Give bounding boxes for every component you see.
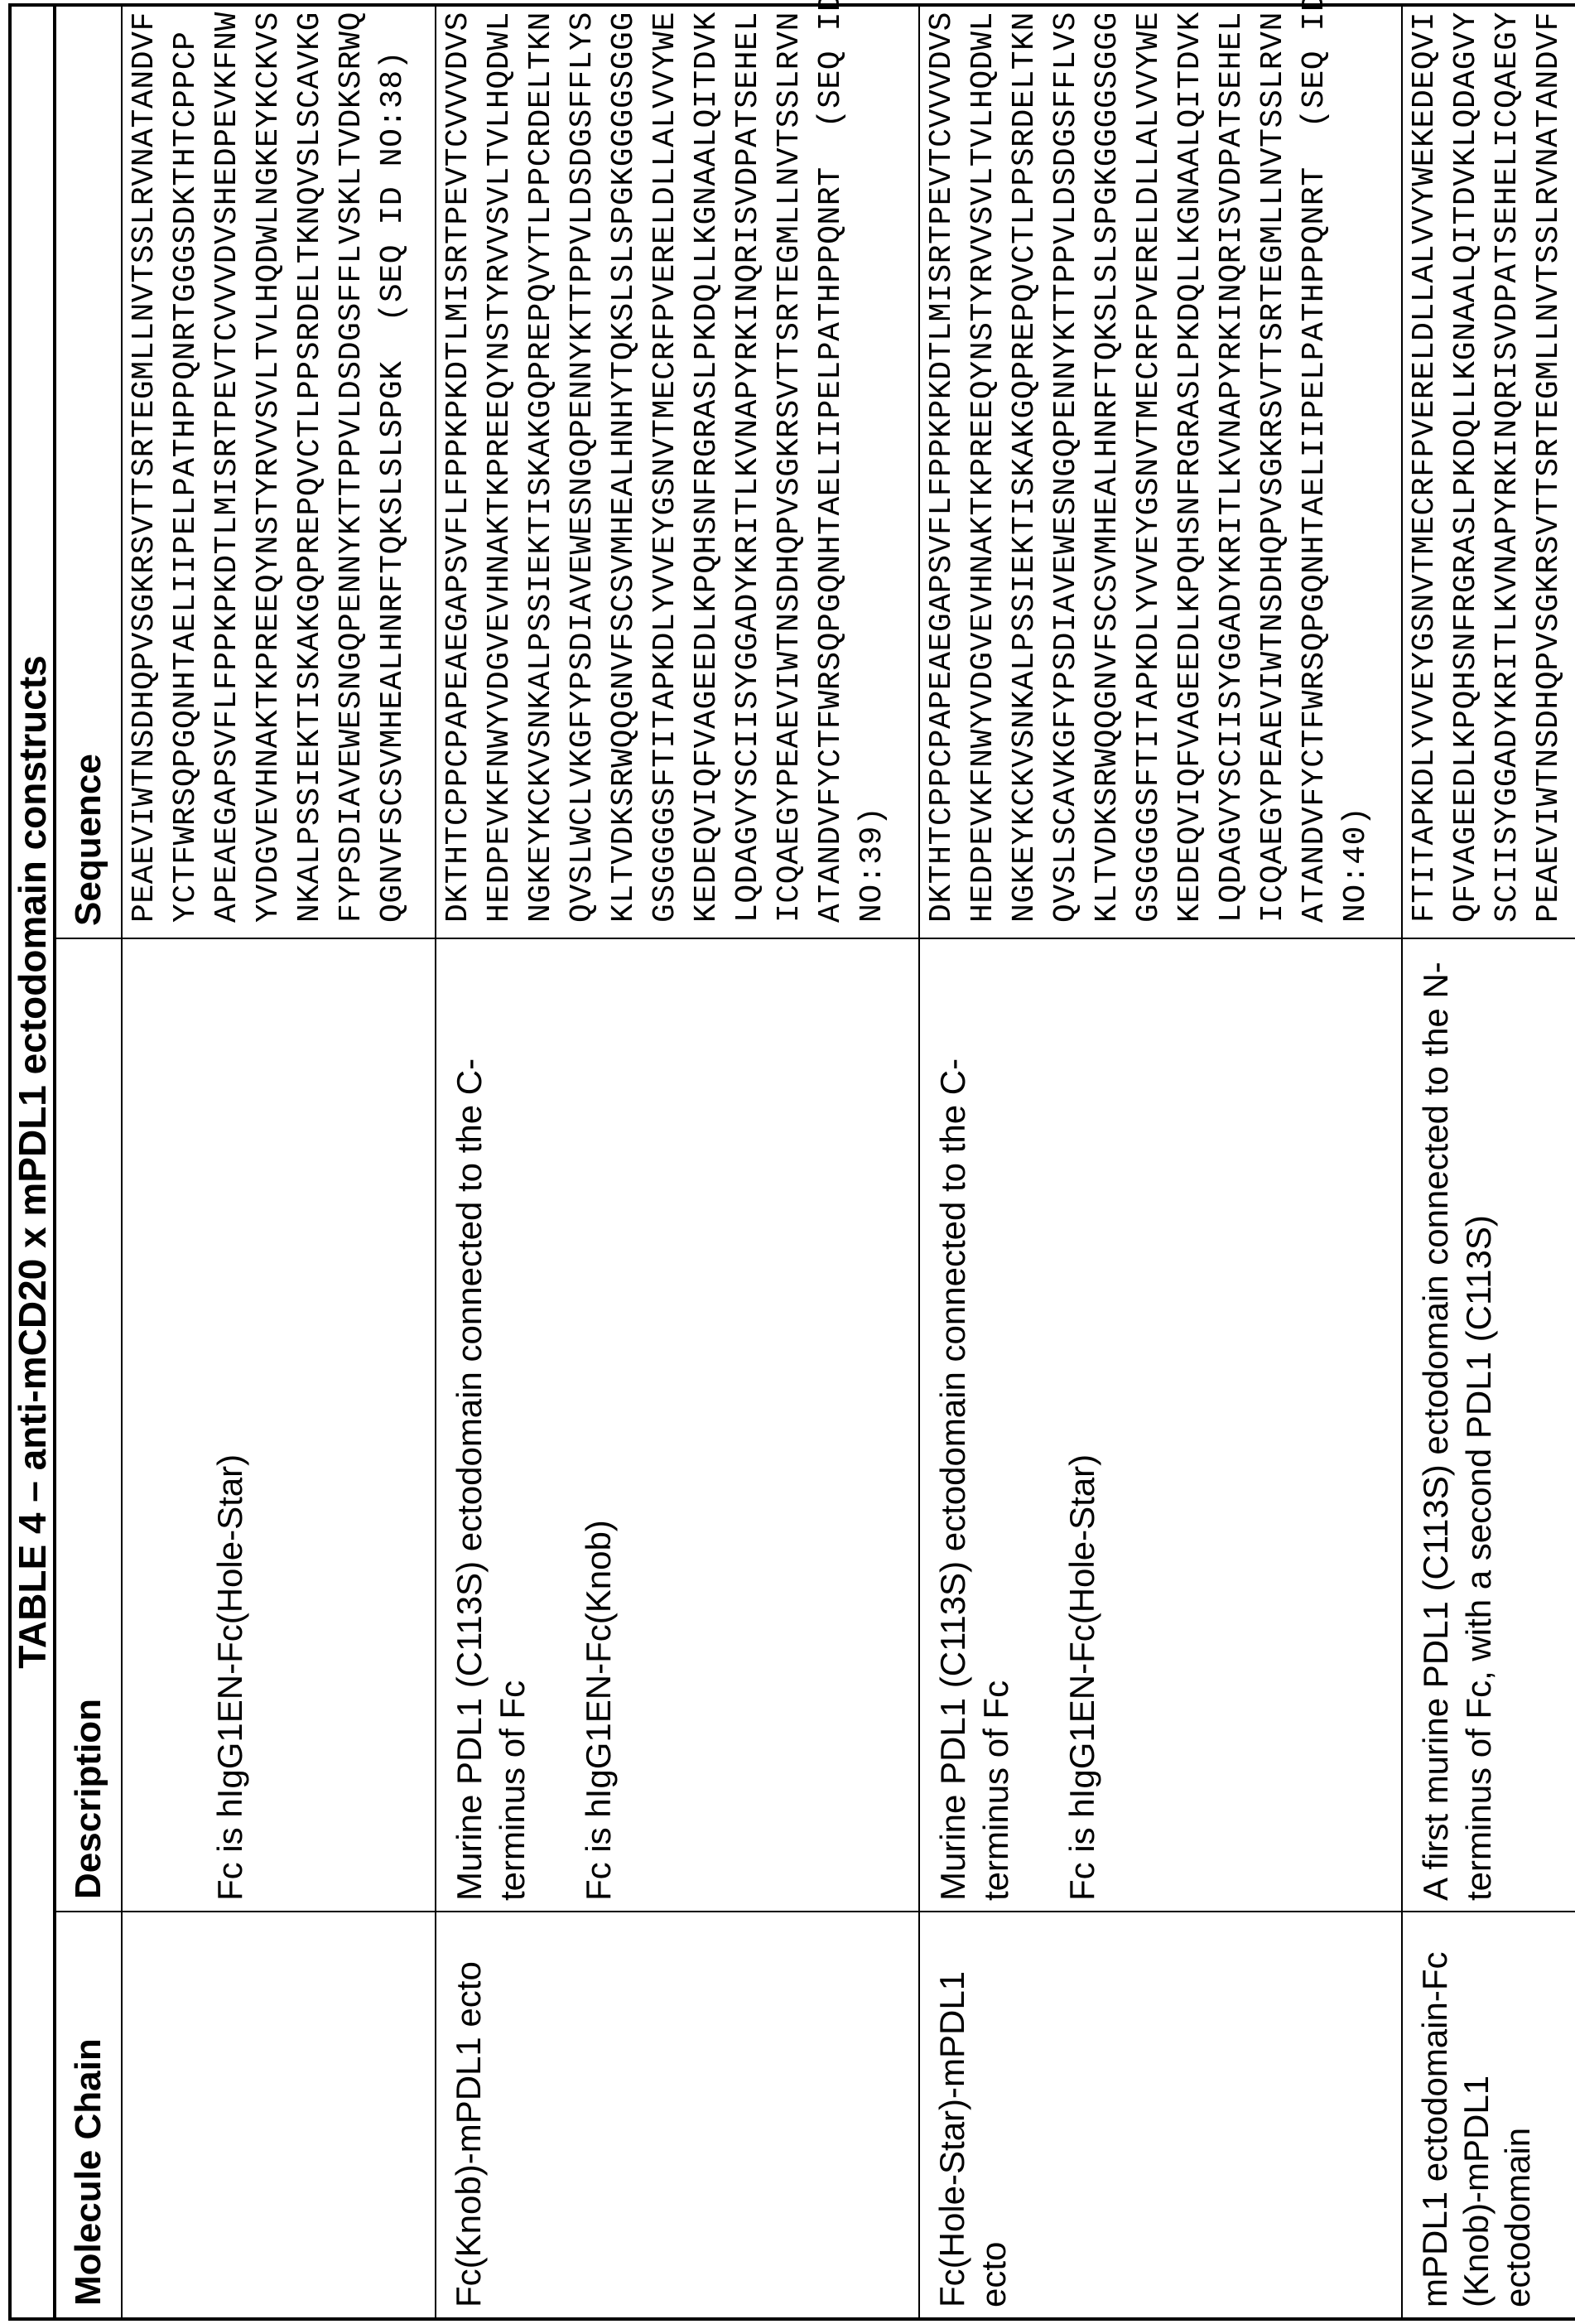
sequence-line: ICQAEGYPEAEVIWTNSDHQPVSGKRSVTTSRTEGMLLNVTSSLRVN <box>1253 7 1294 923</box>
sequence-cell <box>1402 5 1575 938</box>
sequence-line: NO:39) <box>852 7 893 923</box>
sequence-line: FYPSDIAVEWESNGQPENNYKTTPPVLDSDGSFFLVSKLTVDKSRWQ <box>331 7 373 923</box>
sequence-line: ATANDVFYCTFWRSQPGQNHTAELIIPELPATHPPQNRT (SEQ ID <box>1294 7 1336 923</box>
sequence-line: DKTHTCPPCPAPEAEGAPSVFLFPPKPKDTLMISRTPEVTCVVVDVS <box>922 7 963 923</box>
sequence-line: NGKEYKCKVSNKALPSSIEKTISKAKGQPREPQVYTLPPCRDELTKN <box>521 7 562 923</box>
sequence-line: PEAEVIWTNSDHQPVSGKRSVTTSRTEGMLLNVTSSLRVNATANDVF <box>124 7 166 923</box>
header-description: Description <box>55 938 122 1912</box>
table-row <box>436 5 919 2319</box>
sequence-line: ICQAEGYPEAEVIWTNSDHQPVSGKRSVTTSRTEGMLLNVTSSLRVN <box>769 7 811 923</box>
sequence-line: KLTVDKSRWQQGNVFSCSVMHEALHNHYTQKSLSLSPGKGGGGSGGG <box>604 7 645 923</box>
description-cell <box>122 938 436 1912</box>
sequence-line: DKTHTCPPCPAPEAEGAPSVFLFPPKPKDTLMISRTPEVTCVVVDVS <box>438 7 479 923</box>
sequence-line: GSGGGGSFTITAPKDLYVVEYGSNVTMECRFPVERELDLLALVVYWE <box>645 7 686 923</box>
sequence-line: HEDPEVKFNWYVDGVEVHNAKTKPREEQYNSTYRVVSVLTVLHQDWL <box>479 7 521 923</box>
sequence-line: FTITAPKDLYVVEYGSNVTMECRFPVERELDLLALVVYWEKEDEQVI <box>1404 7 1446 923</box>
sequence-line: YCTFWRSQPGQNHTAELIIPELPATHPPQNRTGGGSDKTHTCPPCP <box>166 7 207 923</box>
table-row <box>1402 5 1575 2319</box>
header-molecule-chain: Molecule Chain <box>55 1912 122 2319</box>
description-paragraph: A first murine PDL1 (C113S) ectodomain connected to the N-terminus of Fc, with a second PDL1 (C113S) <box>1414 947 1500 1901</box>
sequence-line: LQDAGVYSCIISYGGADYKRITLKVNAPYRKINQRISVDPATSEHEL <box>728 7 769 923</box>
description-paragraph: Murine PDL1 (C113S) ectodomain connected to the C-terminus of Fc <box>448 947 534 1901</box>
description-paragraph: Fc is hIgG1EN-Fc(Knob) <box>577 947 620 1901</box>
description-paragraph: Fc is hIgG1EN-Fc(Hole-Star) <box>209 947 252 1901</box>
sequence-line: QVSLSCAVKGFYPSDIAVEWESNGQPENNYKTTPPVLDSDGSFFLVS <box>1046 7 1087 923</box>
sequence-cell <box>919 5 1402 938</box>
sequence-line: HEDPEVKFNWYVDGVEVHNAKTKPREEQYNSTYRVVSVLTVLHQDWL <box>963 7 1004 923</box>
description-cell <box>919 938 1402 1912</box>
molecule-chain-cell: Fc(Knob)-mPDL1 ecto <box>436 1912 919 2319</box>
sequence-line: GSGGGGSFTITAPKDLYVVEYGSNVTMECRFPVERELDLLALVVYWE <box>1129 7 1170 923</box>
description-cell <box>1402 938 1575 1912</box>
sequence-line: NO:40) <box>1336 7 1377 923</box>
molecule-chain-cell: mPDL1 ectodomain-Fc (Knob)-mPDL1 ectodomain <box>1402 1912 1575 2319</box>
sequence-cell <box>436 5 919 938</box>
table-title: TABLE 4 – anti-mCD20 x mPDL1 ectodomain constructs <box>10 5 55 2319</box>
sequence-line: KLTVDKSRWQQGNVFSCSVMHEALHNRFTQKSLSLSPGKGGGGSGGG <box>1087 7 1129 923</box>
description-paragraph: Fc is hIgG1EN-Fc(Hole-Star) <box>1061 947 1104 1901</box>
sequence-line: SCIISYGGADYKRITLKVNAPYRKINQRISVDPATSEHELICQAEGY <box>1487 7 1529 923</box>
description-paragraph: Murine PDL1 (C113S) ectodomain connected to the C-terminus of Fc <box>932 947 1018 1901</box>
molecule-chain-cell: Fc(Hole-Star)-mPDL1 ecto <box>919 1912 1402 2319</box>
sequence-line: KEDEQVIQFVAGEEDLKPQHSNFRGRASLPKDQLLKGNAALQITDVK <box>1170 7 1211 923</box>
sequence-line: LQDAGVYSCIISYGGADYKRITLKVNAPYRKINQRISVDPATSEHEL <box>1211 7 1253 923</box>
molecule-chain-cell <box>122 1912 436 2319</box>
sequence-line: NGKEYKCKVSNKALPSSIEKTISKAKGQPREPQVCTLPPSRDELTKN <box>1004 7 1046 923</box>
constructs-table <box>8 3 1575 2321</box>
sequence-line: KEDEQVIQFVAGEEDLKPQHSNFRGRASLPKDQLLKGNAALQITDVK <box>686 7 728 923</box>
rotated-page <box>0 0 1575 2324</box>
sequence-line: QGNVFSCSVMHEALHNRFTQKSLSLSPGK (SEQ ID NO:38) <box>373 7 414 923</box>
description-cell <box>436 938 919 1912</box>
table-body <box>122 5 1575 2319</box>
sequence-line: QFVAGEEDLKPQHSNFRGRASLPKDQLLKGNAALQITDVKLQDAGVY <box>1446 7 1487 923</box>
sequence-line: PEAEVIWTNSDHQPVSGKRSVTTSRTEGMLLNVTSSLRVNATANDVF <box>1529 7 1570 923</box>
table-row <box>122 5 436 2319</box>
sequence-line: ATANDVFYCTFWRSQPGQNHTAELIIPELPATHPPQNRT (SEQ ID <box>811 7 852 923</box>
header-sequence: Sequence <box>55 5 122 938</box>
sequence-line: NKALPSSIEKTISKAKGQPREPQVCTLPPSRDELTKNQVSLSCAVKG <box>290 7 331 923</box>
sequence-line: YVDGVEVHNAKTKPREEQYNSTYRVVSVLTVLHQDWLNGKEYKCKVS <box>248 7 290 923</box>
sequence-cell <box>122 5 436 938</box>
sequence-line: APEAEGAPSVFLFPPKPKDTLMISRTPEVTCVVVDVSHEDPEVKFNW <box>207 7 248 923</box>
table-row <box>919 5 1402 2319</box>
sequence-line: QVSLWCLVKGFYPSDIAVEWESNGQPENNYKTTPPVLDSDGSFFLYS <box>562 7 604 923</box>
